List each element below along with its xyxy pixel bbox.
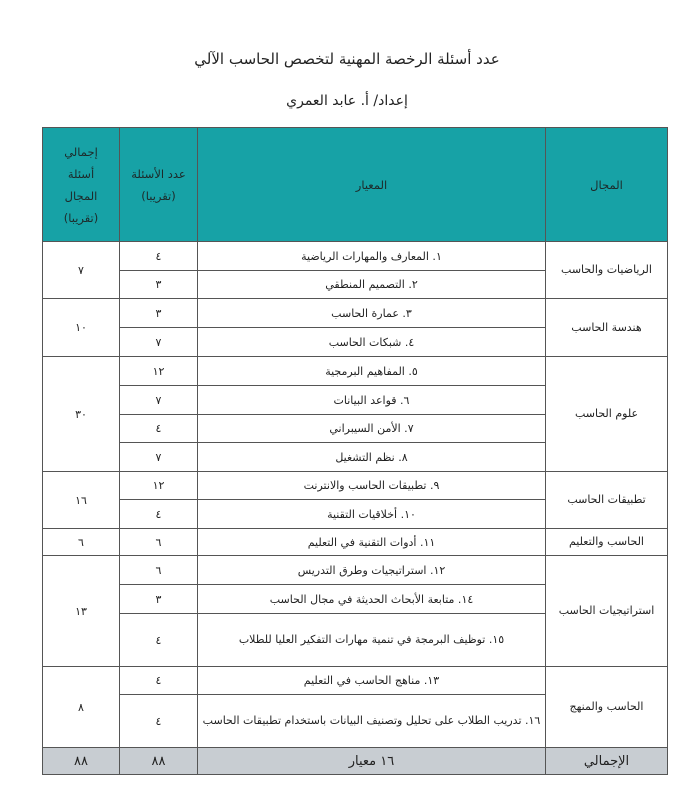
total-criteria: ١٦ معيار (198, 748, 546, 775)
criterion-cell: ١٦. تدريب الطلاب على تحليل وتصنيف البيانات باستخدام تطبيقات الحاسب (198, 695, 546, 748)
count-cell: ٤ (120, 500, 198, 529)
table-row (43, 556, 668, 585)
table-row (43, 299, 668, 328)
domain-cell: الرياضيات والحاسب (546, 242, 668, 299)
table-row (43, 667, 668, 695)
criterion-cell: ٤. شبكات الحاسب (198, 328, 546, 357)
domain-total-cell: ٣٠ (43, 357, 120, 472)
count-cell: ١٢ (120, 357, 198, 386)
count-cell: ٤ (120, 415, 198, 443)
grand-total: ٨٨ (43, 748, 120, 775)
count-cell: ٣ (120, 585, 198, 614)
domain-total-cell: ٨ (43, 667, 120, 748)
domain-total-cell: ١٠ (43, 299, 120, 357)
domain-cell: الحاسب والتعليم (546, 529, 668, 556)
col-header-criterion: المعيار (198, 128, 546, 242)
criterion-cell: ١٥. توظيف البرمجة في تنمية مهارات التفكير العليا للطلاب (198, 614, 546, 667)
count-cell: ٣ (120, 271, 198, 299)
author-line: إعداد/ أ. عابد العمري (286, 93, 408, 109)
count-cell: ٧ (120, 443, 198, 472)
count-cell: ٤ (120, 614, 198, 667)
count-cell: ٧ (120, 386, 198, 415)
table-row (43, 529, 668, 556)
count-cell: ٣ (120, 299, 198, 328)
criterion-cell: ٨. نظم التشغيل (198, 443, 546, 472)
criteria-table (42, 127, 668, 775)
count-cell: ٦ (120, 556, 198, 585)
domain-total-cell: ٧ (43, 242, 120, 299)
domain-total-cell: ١٦ (43, 472, 120, 529)
criterion-cell: ٥. المفاهيم البرمجية (198, 357, 546, 386)
total-label: الإجمالي (546, 748, 668, 775)
count-cell: ١٢ (120, 472, 198, 500)
page-title: عدد أسئلة الرخصة المهنية لتخصص الحاسب الآلي (194, 50, 500, 68)
total-row (43, 748, 668, 775)
count-cell: ٤ (120, 242, 198, 271)
criterion-cell: ١٢. استراتيجيات وطرق التدريس (198, 556, 546, 585)
count-cell: ٤ (120, 667, 198, 695)
criterion-cell: ٩. تطبيقات الحاسب والانترنت (198, 472, 546, 500)
domain-cell: علوم الحاسب (546, 357, 668, 472)
count-cell: ٤ (120, 695, 198, 748)
criterion-cell: ٢. التصميم المنطقي (198, 271, 546, 299)
criterion-cell: ١٣. مناهج الحاسب في التعليم (198, 667, 546, 695)
criterion-cell: ١. المعارف والمهارات الرياضية (198, 242, 546, 271)
criterion-cell: ٣. عمارة الحاسب (198, 299, 546, 328)
count-cell: ٧ (120, 328, 198, 357)
domain-cell: الحاسب والمنهج (546, 667, 668, 748)
criterion-cell: ١٤. متابعة الأبحاث الحديثة في مجال الحاسب (198, 585, 546, 614)
domain-total-cell: ٦ (43, 529, 120, 556)
count-cell: ٦ (120, 529, 198, 556)
domain-cell: استراتيجيات الحاسب (546, 556, 668, 667)
col-header-domain: المجال (546, 128, 668, 242)
domain-cell: تطبيقات الحاسب (546, 472, 668, 529)
domain-cell: هندسة الحاسب (546, 299, 668, 357)
criterion-cell: ١٠. أخلاقيات التقنية (198, 500, 546, 529)
table-header-row (43, 128, 668, 242)
table-row (43, 472, 668, 500)
total-count: ٨٨ (120, 748, 198, 775)
col-header-count: عدد الأسئلة (تقريبا) (120, 128, 198, 242)
criterion-cell: ٦. قواعد البيانات (198, 386, 546, 415)
table-row (43, 242, 668, 271)
domain-total-cell: ١٣ (43, 556, 120, 667)
table-row (43, 357, 668, 386)
col-header-domain-total: إجمالي أسئلة المجال (تقريبا) (43, 128, 120, 242)
criterion-cell: ١١. أدوات التقنية في التعليم (198, 529, 546, 556)
criterion-cell: ٧. الأمن السيبراني (198, 415, 546, 443)
